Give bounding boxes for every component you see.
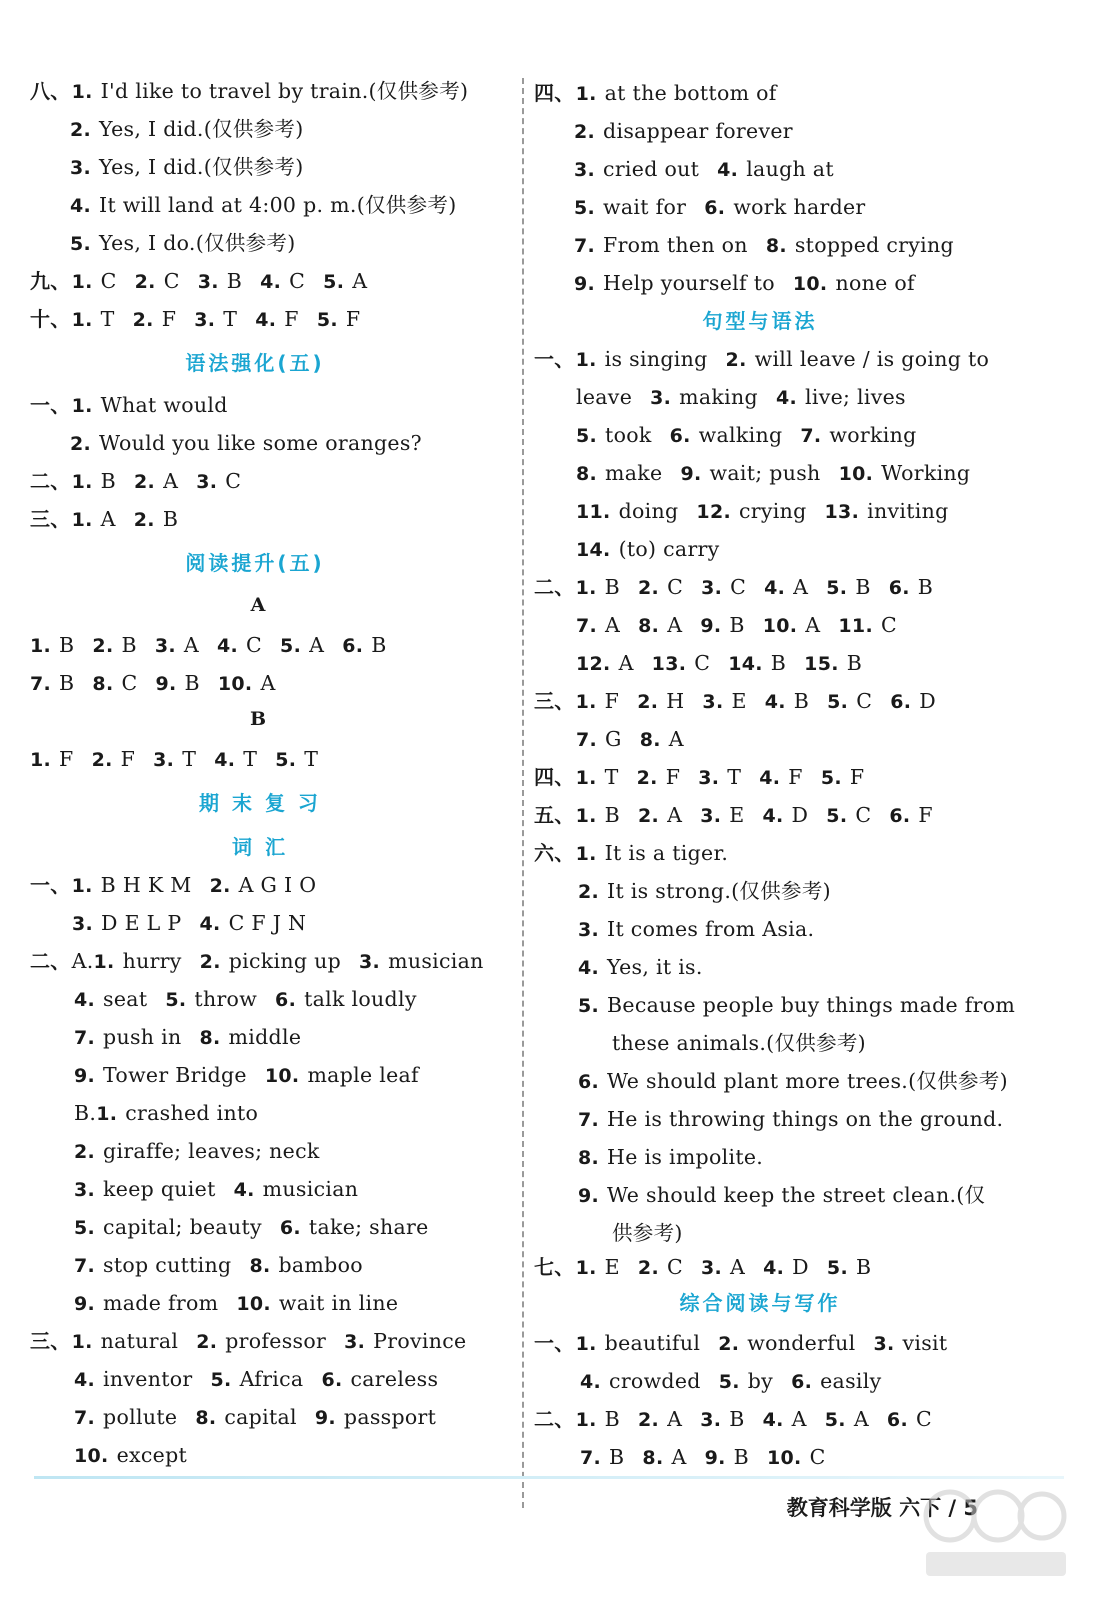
answer-line: 3. D E L P 4. C F J N <box>72 911 307 935</box>
answer-line: 5. Yes, I do.(仅供参考) <box>70 231 296 255</box>
section-heading: 综合阅读与写作 <box>679 1291 841 1315</box>
section-heading: 阅读提升(五) <box>185 551 325 575</box>
answer-line: 7. push in 8. middle <box>74 1025 302 1049</box>
answer-line: 1. F 2. F 3. T 4. T 5. T <box>30 747 319 771</box>
answer-line: 7. pollute 8. capital 9. passport <box>74 1405 437 1429</box>
answer-line: 4. crowded 5. by 6. easily <box>580 1369 882 1393</box>
answer-line: 9. Help yourself to 10. none of <box>574 271 915 295</box>
answer-line: 二、1. B 2. C 3. C 4. A 5. B 6. B <box>534 575 934 599</box>
answer-line: 一、1. B H K M 2. A G I O <box>30 873 317 897</box>
answer-line: 3. cried out 4. laugh at <box>574 157 834 181</box>
answer-line: 7. He is throwing things on the ground. <box>578 1107 1004 1131</box>
answer-line: 10. except <box>74 1443 188 1467</box>
answer-line: 供参考) <box>612 1221 683 1245</box>
answer-line: 四、1. T 2. F 3. T 4. F 5. F <box>534 765 865 789</box>
answer-line: 4. inventor 5. Africa 6. careless <box>74 1367 439 1391</box>
answer-line: 4. It will land at 4:00 p. m.(仅供参考) <box>70 193 457 217</box>
answer-line: 12. A 13. C 14. B 15. B <box>576 651 863 675</box>
subsection-label: A <box>250 594 266 616</box>
answer-line: 3. It comes from Asia. <box>578 917 815 941</box>
column-divider <box>522 78 524 1508</box>
answer-line: 七、1. E 2. C 3. A 4. D 5. B <box>534 1255 872 1279</box>
section-heading: 语法强化(五) <box>185 351 325 375</box>
answer-line: 1. B 2. B 3. A 4. C 5. A 6. B <box>30 633 387 657</box>
section-heading: 句型与语法 <box>702 309 818 333</box>
section-heading: 期 末 复 习 <box>199 791 321 815</box>
answer-line: 9. made from 10. wait in line <box>74 1291 399 1315</box>
answer-line: 7. G 8. A <box>576 727 684 751</box>
answer-line: 7. stop cutting 8. bamboo <box>74 1253 363 1277</box>
answer-line: 十、1. T 2. F 3. T 4. F 5. F <box>30 307 361 331</box>
answer-line: 4. seat 5. throw 6. talk loudly <box>74 987 417 1011</box>
answer-line: 5. capital; beauty 6. take; share <box>74 1215 429 1239</box>
answer-line: 9. Tower Bridge 10. maple leaf <box>74 1063 419 1087</box>
answer-line: 一、1. beautiful 2. wonderful 3. visit <box>534 1331 948 1355</box>
footer-rule <box>34 1476 1064 1479</box>
answer-line: 4. Yes, it is. <box>578 955 703 979</box>
answer-line: 2. giraffe; leaves; neck <box>74 1139 320 1163</box>
page-footer: 教育科学版 六下 / 5 <box>786 1496 978 1520</box>
answer-line: 5. took 6. walking 7. working <box>576 423 917 447</box>
answer-line: 八、1. I'd like to travel by train.(仅供参考) <box>30 79 469 103</box>
answer-line: 2. It is strong.(仅供参考) <box>578 879 831 903</box>
answer-line: 三、1. F 2. H 3. E 4. B 5. C 6. D <box>534 689 936 713</box>
answer-line: 2. Yes, I did.(仅供参考) <box>70 117 304 141</box>
answer-line: 3. Yes, I did.(仅供参考) <box>70 155 304 179</box>
answer-line: 五、1. B 2. A 3. E 4. D 5. C 6. F <box>534 803 933 827</box>
answer-line: 14. (to) carry <box>576 537 720 561</box>
answer-line: 3. keep quiet 4. musician <box>74 1177 359 1201</box>
answer-line: 11. doing 12. crying 13. inviting <box>576 499 949 523</box>
answer-line: 六、1. It is a tiger. <box>534 841 729 865</box>
subsection-label: B <box>249 708 267 730</box>
answer-line: 7. From then on 8. stopped crying <box>574 233 954 257</box>
answer-line: 2. Would you like some oranges? <box>70 431 422 455</box>
answer-line: 5. Because people buy things made from <box>578 993 1016 1017</box>
answer-line: 九、1. C 2. C 3. B 4. C 5. A <box>30 269 368 293</box>
answer-line: 2. disappear forever <box>574 119 793 143</box>
answer-line: 7. B 8. A 9. B 10. C <box>580 1445 826 1469</box>
answer-line: 7. B 8. C 9. B 10. A <box>30 671 276 695</box>
answer-line: 二、A.1. hurry 2. picking up 3. musician <box>30 949 484 973</box>
answer-line: leave 3. making 4. live; lives <box>576 385 906 409</box>
answer-line: 二、1. B 2. A 3. C <box>30 469 242 493</box>
answer-line: these animals.(仅供参考) <box>612 1031 866 1055</box>
answer-line: 四、1. at the bottom of <box>534 81 777 105</box>
answer-line: B.1. crashed into <box>74 1101 259 1125</box>
answer-line: 8. make 9. wait; push 10. Working <box>576 461 971 485</box>
answer-line: 三、1. A 2. B <box>30 507 179 531</box>
answer-line: 7. A 8. A 9. B 10. A 11. C <box>576 613 897 637</box>
answer-line: 一、1. What would <box>30 393 228 417</box>
watermark-logo-icon <box>920 1482 1070 1582</box>
answer-line: 二、1. B 2. A 3. B 4. A 5. A 6. C <box>534 1407 932 1431</box>
answer-line: 6. We should plant more trees.(仅供参考) <box>578 1069 1008 1093</box>
answer-line: 9. We should keep the street clean.(仅 <box>578 1183 986 1207</box>
answer-line: 三、1. natural 2. professor 3. Province <box>30 1329 467 1353</box>
section-heading: 词 汇 <box>232 835 288 859</box>
answer-line: 一、1. is singing 2. will leave / is going to <box>534 347 990 371</box>
answer-line: 8. He is impolite. <box>578 1145 764 1169</box>
answer-line: 5. wait for 6. work harder <box>574 195 866 219</box>
